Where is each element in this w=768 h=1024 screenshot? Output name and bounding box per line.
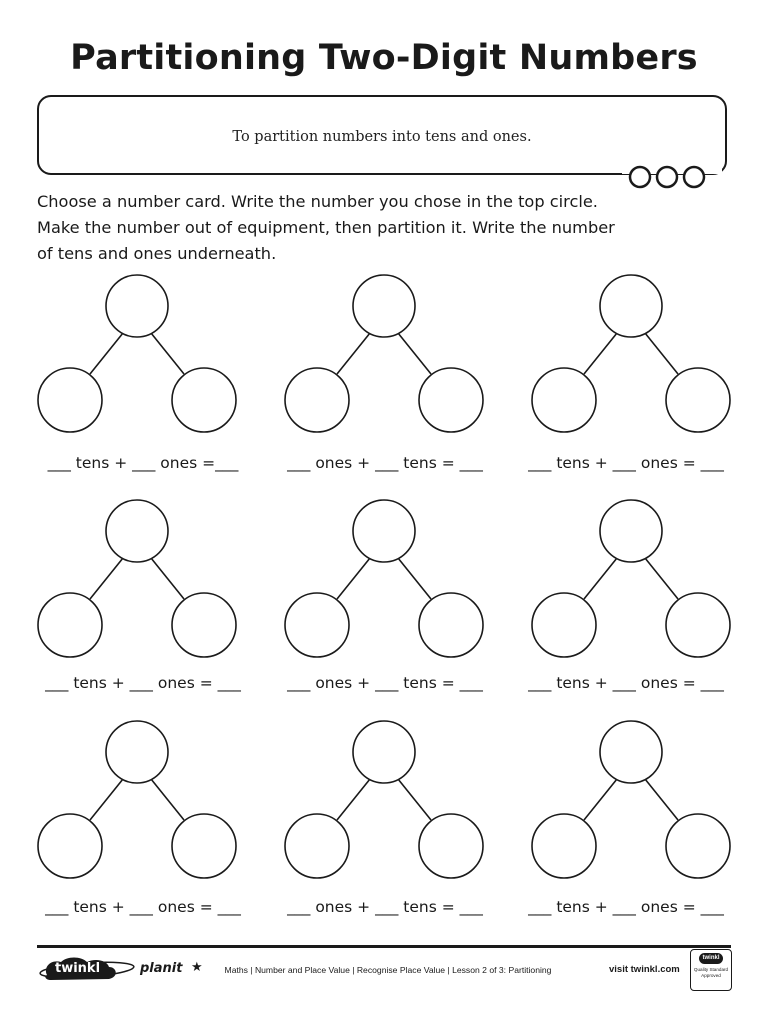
part-circle[interactable] <box>172 814 236 878</box>
connector-line <box>398 333 431 374</box>
objective-text: To partition numbers into tens and ones. <box>232 129 532 145</box>
page-title: Partitioning Two-Digit Numbers <box>70 38 698 78</box>
whole-circle[interactable] <box>600 500 662 562</box>
badge-text: Quality Standard Approved <box>693 967 729 978</box>
part-circle[interactable] <box>285 593 349 657</box>
connector-line <box>90 779 123 820</box>
part-circle[interactable] <box>419 593 483 657</box>
equation-line[interactable]: ___ tens + ___ ones = ___ <box>528 454 724 472</box>
whole-circle[interactable] <box>353 275 415 337</box>
visit-link[interactable]: visit twinkl.com <box>609 964 680 975</box>
equation-line[interactable]: ___ ones + ___ tens = ___ <box>287 674 483 692</box>
equation-line[interactable]: ___ tens + ___ ones = ___ <box>45 898 241 916</box>
part-circle[interactable] <box>532 814 596 878</box>
whole-circle[interactable] <box>106 500 168 562</box>
part-circle[interactable] <box>172 593 236 657</box>
equation-line[interactable]: ___ tens + ___ ones = ___ <box>528 674 724 692</box>
connector-line <box>337 333 370 374</box>
part-circle[interactable] <box>666 593 730 657</box>
connector-line <box>337 558 370 599</box>
equation-line[interactable]: ___ ones + ___ tens = ___ <box>287 898 483 916</box>
whole-circle[interactable] <box>600 275 662 337</box>
equation-line[interactable]: ___ ones + ___ tens = ___ <box>287 454 483 472</box>
breadcrumb: Maths | Number and Place Value | Recognise Place Value | Lesson 2 of 3: Partitioning <box>224 965 552 975</box>
connector-line <box>151 333 184 374</box>
connector-line <box>584 333 617 374</box>
part-circle[interactable] <box>38 593 102 657</box>
connector-line <box>337 779 370 820</box>
connector-line <box>398 558 431 599</box>
whole-circle[interactable] <box>353 721 415 783</box>
part-circle[interactable] <box>172 368 236 432</box>
connector-line <box>584 558 617 599</box>
connector-line <box>151 558 184 599</box>
instruction-line: Make the number out of equipment, then partition it. Write the number <box>37 218 615 237</box>
part-circle[interactable] <box>38 368 102 432</box>
connector-line <box>645 333 678 374</box>
planit-label: planit <box>140 961 183 976</box>
star-icon: ★ <box>191 960 203 975</box>
connector-line <box>645 779 678 820</box>
connector-line <box>90 558 123 599</box>
connector-line <box>151 779 184 820</box>
logo-text: twinkl <box>55 961 101 976</box>
whole-circle[interactable] <box>106 721 168 783</box>
part-circle[interactable] <box>285 368 349 432</box>
part-circle[interactable] <box>419 368 483 432</box>
whole-circle[interactable] <box>600 721 662 783</box>
part-circle[interactable] <box>532 368 596 432</box>
connector-line <box>584 779 617 820</box>
whole-circle[interactable] <box>106 275 168 337</box>
connector-line <box>645 558 678 599</box>
part-circle[interactable] <box>666 814 730 878</box>
part-circle[interactable] <box>532 593 596 657</box>
connector-line <box>90 333 123 374</box>
equation-line[interactable]: ___ tens + ___ ones = ___ <box>528 898 724 916</box>
part-circle[interactable] <box>38 814 102 878</box>
connector-line <box>398 779 431 820</box>
badge-logo: twinkl <box>699 953 723 964</box>
part-circle[interactable] <box>666 368 730 432</box>
whole-circle[interactable] <box>353 500 415 562</box>
instruction-line: of tens and ones underneath. <box>37 244 277 263</box>
footer <box>37 953 731 993</box>
instruction-line: Choose a number card. Write the number you chose in the top circle. <box>37 192 598 211</box>
part-circle[interactable] <box>285 814 349 878</box>
equation-line[interactable]: ___ tens + ___ ones = ___ <box>45 674 241 692</box>
equation-line[interactable]: ___ tens + ___ ones =___ <box>47 454 239 472</box>
footer-rule <box>37 945 731 948</box>
part-circle[interactable] <box>419 814 483 878</box>
quality-badge <box>690 949 732 991</box>
